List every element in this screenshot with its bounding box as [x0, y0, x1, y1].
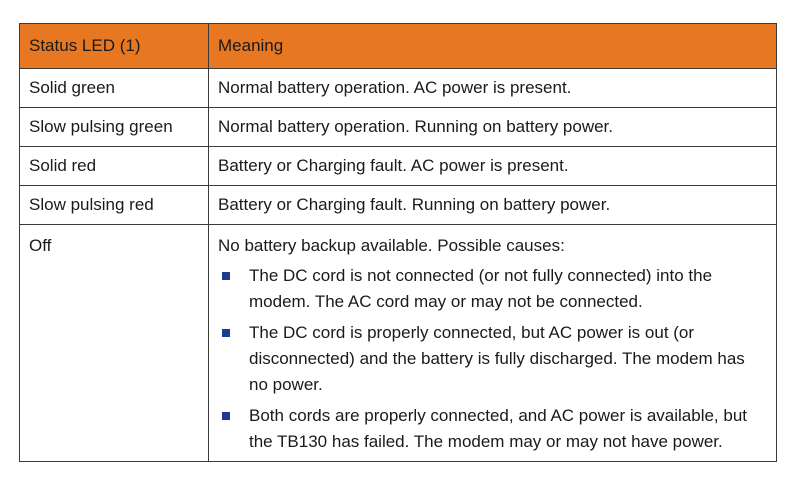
meaning-cell — [209, 225, 777, 462]
meaning-cell: Battery or Charging fault. AC power is present. — [209, 147, 777, 186]
cause-text: The DC cord is properly connected, but AC power is out (or disconnected) and the battery is fully discharged. The modem has no power. — [249, 323, 745, 394]
led-cell: Solid green — [20, 69, 209, 108]
cause-text: Both cords are properly connected, and AC power is available, but the TB130 has failed. The modem may or may not have power. — [249, 406, 748, 451]
meaning-cell: Normal battery operation. Running on battery power. — [209, 108, 777, 147]
square-bullet-icon — [222, 272, 230, 280]
status-led-table — [19, 23, 777, 462]
led-cell: Off — [20, 225, 209, 462]
table-row — [20, 69, 777, 108]
meaning-cell: Battery or Charging fault. Running on battery power. — [209, 186, 777, 225]
table-row-off — [20, 225, 777, 462]
led-cell: Slow pulsing green — [20, 108, 209, 147]
table-header-row — [20, 24, 777, 69]
meaning-cell: Normal battery operation. AC power is present. — [209, 69, 777, 108]
table-row — [20, 147, 777, 186]
table-row — [20, 186, 777, 225]
led-cell: Solid red — [20, 147, 209, 186]
causes-intro: No battery backup available. Possible causes: — [218, 236, 565, 255]
cause-list — [218, 263, 767, 455]
list-item — [218, 403, 767, 455]
header-status-led: Status LED (1) — [20, 24, 209, 69]
header-meaning: Meaning — [209, 24, 777, 69]
square-bullet-icon — [222, 412, 230, 420]
square-bullet-icon — [222, 329, 230, 337]
led-cell: Slow pulsing red — [20, 186, 209, 225]
list-item — [218, 263, 767, 315]
cause-text: The DC cord is not connected (or not fully connected) into the modem. The AC cord may or may not be connected. — [249, 266, 713, 311]
table-row — [20, 108, 777, 147]
list-item — [218, 320, 767, 398]
